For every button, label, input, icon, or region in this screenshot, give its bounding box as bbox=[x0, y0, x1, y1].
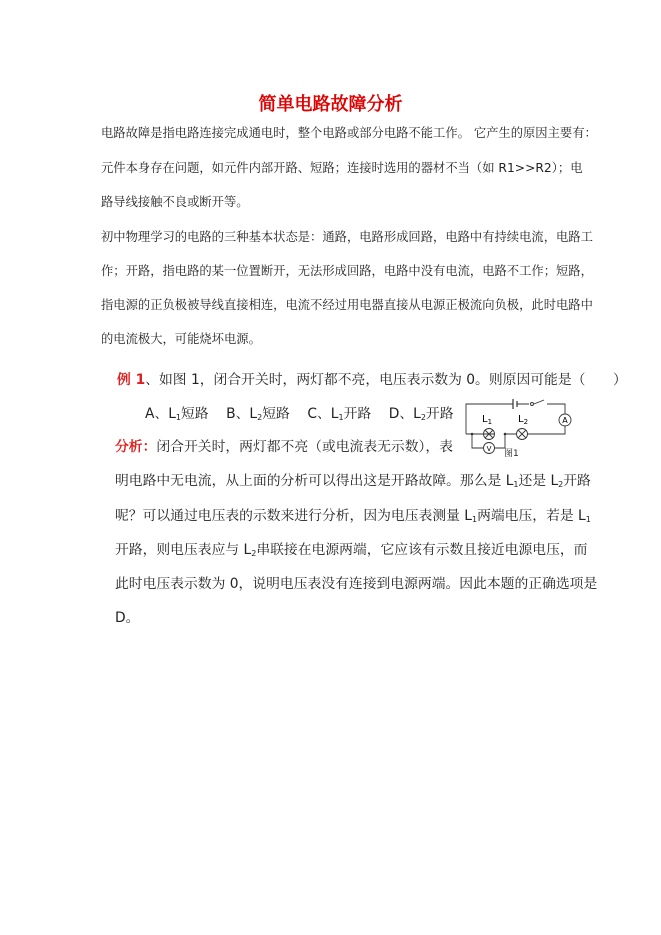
states-line: 的电流极大，可能烧坏电源。 bbox=[101, 332, 261, 346]
analysis-label: 分析： bbox=[115, 439, 157, 455]
states-line: 指电源的正负极被导线直接相连，电流不经过用电器直接从电源正极流向负极，此时电路中 bbox=[101, 298, 593, 312]
analysis-line: 分析：闭合开关时，两灯都不亮（或电流表无示数），表 bbox=[115, 439, 454, 455]
analysis-line: 此时电压表示数为 0，说明电压表没有连接到电源两端。因此本题的正确选项是 bbox=[115, 576, 598, 592]
ammeter-label: A bbox=[562, 416, 568, 425]
option-c: C、$L_1$开路 bbox=[307, 406, 372, 422]
example-text: 、如图 1，闭合开关时，两灯都不亮，电压表示数为 0。则原因可能是（ ） bbox=[145, 372, 627, 388]
figure-caption: 图1 bbox=[504, 449, 519, 459]
intro-line: 元件本身存在问题，如元件内部开路、短路；连接时选用的器材不当（如 R1>>R2）；电 bbox=[101, 161, 583, 175]
option-a: A、$L_1$短路 bbox=[145, 406, 209, 422]
intro-line: 路导线接触不良或断开等。 bbox=[101, 195, 249, 209]
example-label: 例 1 bbox=[117, 372, 146, 388]
page-title: 简单电路故障分析 bbox=[258, 94, 403, 115]
analysis-line: 呢？可以通过电压表的示数来进行分析，因为电压表测量 $L_1$两端电压，若是 $L_1$ bbox=[115, 508, 591, 524]
lamp2-label: $L_2$ bbox=[518, 414, 529, 426]
analysis-line: D。 bbox=[115, 610, 140, 626]
states-line: 作；开路，指电路的某一位置断开，无法形成回路，电路中没有电流，电路不工作；短路， bbox=[101, 264, 593, 278]
analysis-line: 开路，则电压表应与 $L_2$串联接在电源两端，它应该有示数且接近电源电压，而 bbox=[115, 542, 588, 558]
option-d: D、$L_2$开路 bbox=[388, 406, 454, 422]
lamp1-label: $L_1$ bbox=[482, 414, 493, 426]
example-question bbox=[117, 372, 627, 388]
analysis-line: 明电路中无电流，从上面的分析可以得出这是开路故障。那么是 $L_1$还是 $L_2$开路 bbox=[115, 473, 591, 489]
option-b: B、$L_2$短路 bbox=[226, 406, 290, 422]
example-options bbox=[145, 406, 454, 426]
states-line: 初中物理学习的电路的三种基本状态是：通路，电路形成回路，电路中有持续电流，电路工 bbox=[101, 230, 593, 244]
voltmeter-label: V bbox=[486, 445, 492, 453]
intro-line: 电路故障是指电路连接完成通电时，整个电路或部分电路不能工作。 它产生的原因主要有： bbox=[101, 126, 597, 140]
